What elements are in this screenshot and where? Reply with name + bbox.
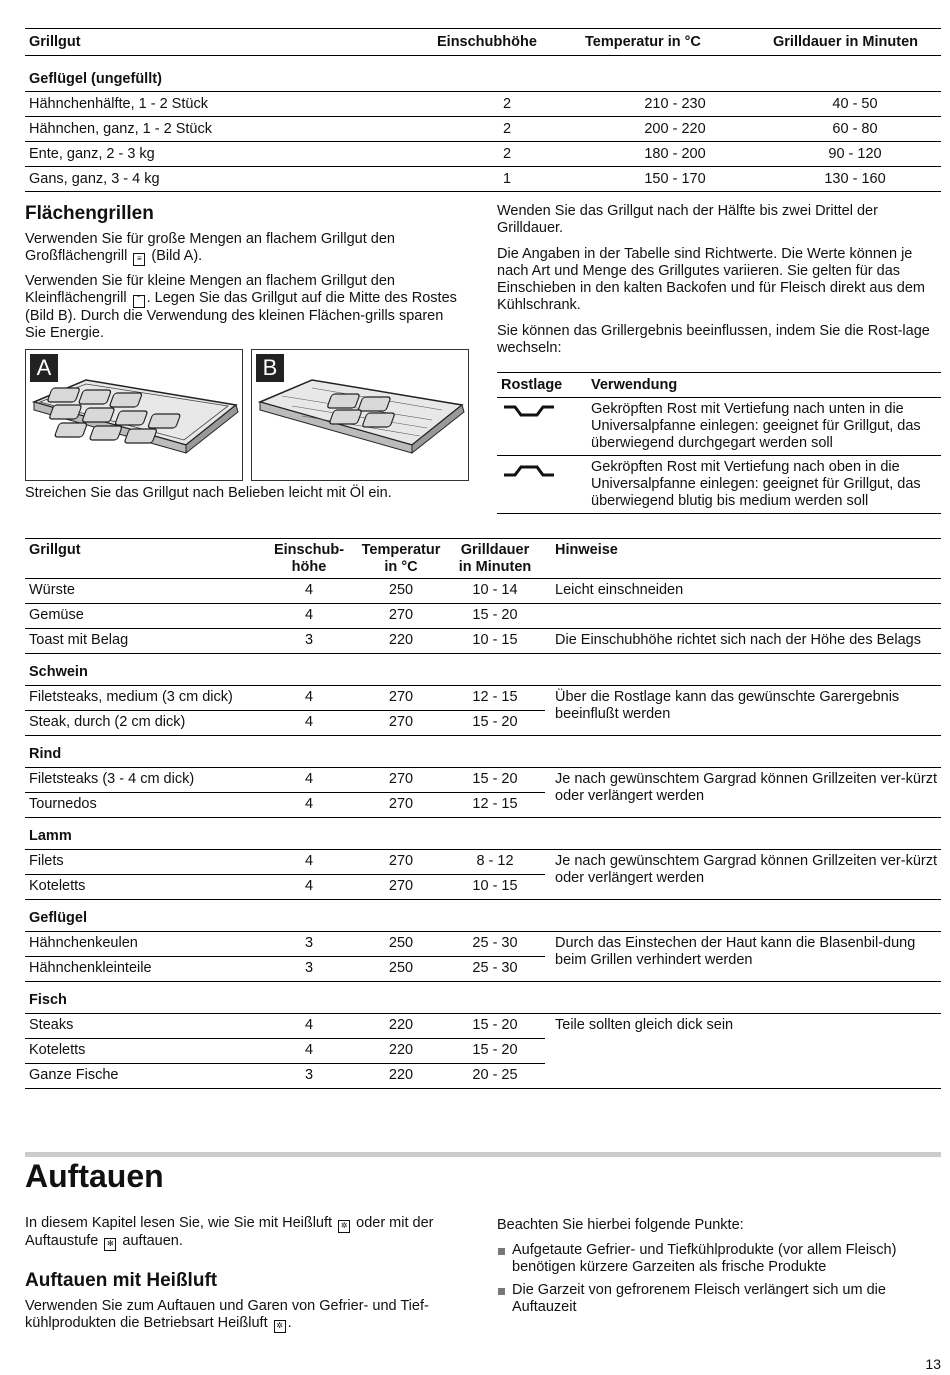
group-label: Fisch [25,982,941,1014]
group-row [25,654,941,686]
hint-cell: Je nach gewünschtem Gargrad können Grillzeiten ver-kürzt oder verlängert werden [545,768,941,818]
table-cell: 270 [357,875,445,900]
table-cell: 270 [357,604,445,629]
table-cell: 3 [261,957,357,982]
table-cell: 90 - 120 [769,142,941,167]
table-cell: 4 [261,579,357,604]
table-cell: Tournedos [25,793,261,818]
table-cell: 250 [357,932,445,957]
flaechengrillen-section [25,203,465,349]
table-cell: 270 [357,711,445,736]
col-header [357,539,445,579]
table-cell: 8 - 12 [445,850,545,875]
hot-air-icon: ✲ [274,1320,286,1333]
table-cell: 180 - 200 [581,142,769,167]
col-header: Grillgut [25,29,433,56]
table-cell: 1 [433,167,581,192]
table-cell: 210 - 230 [581,92,769,117]
page-number: 13 [925,1356,941,1372]
table-cell: 10 - 14 [445,579,545,604]
table-cell: 3 [261,629,357,654]
section-heading: Flächengrillen [25,203,154,224]
table-row [25,117,941,142]
group-label: Rind [25,736,941,768]
paragraph: Wenden Sie das Grillgut nach der Hälfte bis zwei Drittel der Grilldauer. [497,203,878,236]
table-cell: 250 [357,957,445,982]
table-cell: Würste [25,579,261,604]
table-row [25,167,941,192]
table-row [497,398,941,456]
figure-b [251,349,469,481]
table-cell: Gemüse [25,604,261,629]
grill-rack-center-illustration [252,350,468,480]
table-cell: 4 [261,768,357,793]
text: Einschub- [273,542,345,558]
table-cell: 60 - 80 [769,117,941,142]
group-row [25,900,941,932]
text: . [287,1315,292,1331]
table-cell: 4 [261,1014,357,1039]
text: höhe [291,559,327,575]
table-cell: 220 [357,1014,445,1039]
table-cell: Ganze Fische [25,1064,261,1089]
text: Verwenden Sie für kleine Mengen an flachem Grillgut den Kleinflächengrill [25,273,395,306]
table-cell: 4 [261,850,357,875]
table-cell: 220 [357,629,445,654]
table-cell: 4 [261,711,357,736]
table-row [25,768,941,793]
table-cell: 15 - 20 [445,604,545,629]
paragraph [25,231,465,266]
col-header: Grillgut [25,539,261,579]
table-cell: 20 - 25 [445,1064,545,1089]
table-cell: Ente, ganz, 2 - 3 kg [25,142,433,167]
paragraph [25,1215,465,1251]
figure-label: A [30,354,58,382]
table-row [25,850,941,875]
defrost-icon: ✻ [104,1238,116,1251]
table-row [25,1014,941,1039]
table-cell: 270 [357,850,445,875]
table-cell: 270 [357,686,445,711]
table-cell: 250 [357,579,445,604]
text: . Legen Sie das Grillgut auf die Mitte des Rostes (Bild B). Durch die Verwendung des kleinen Flächen-grills sparen Sie Energie. [25,290,457,341]
table-cell: 15 - 20 [445,1039,545,1064]
small-grill-icon: ‾ [133,295,145,308]
list-item: Die Garzeit von gefrorenem Fleisch verlängert sich um die Auftauzeit [497,1282,941,1316]
table-cell: Steak, durch (2 cm dick) [25,711,261,736]
table-cell: 15 - 20 [445,711,545,736]
group-label: Geflügel [25,900,941,932]
table-cell: Filets [25,850,261,875]
text: in °C [384,559,418,575]
rack-position-table [497,372,941,514]
table-cell: 270 [357,768,445,793]
table-cell: Gans, ganz, 3 - 4 kg [25,167,433,192]
hint-cell: Durch das Einstechen der Haut kann die Blasenbil-dung beim Grillen verhindert werden [545,932,941,982]
table-cell: 150 - 170 [581,167,769,192]
poultry-grill-table [25,28,941,192]
table-cell: 4 [261,793,357,818]
table-cell: 25 - 30 [445,957,545,982]
table-row [25,142,941,167]
figure-label: B [256,354,284,382]
col-header: Verwendung [587,373,941,398]
table-cell: Die Einschubhöhe richtet sich nach der Höhe des Belags [545,629,941,654]
paragraph [25,1298,465,1333]
table-cell: 15 - 20 [445,1014,545,1039]
chapter-divider [25,1152,941,1157]
text: Temperatur [361,542,441,558]
bullet-list [497,1242,941,1316]
group-row [25,818,941,850]
text: auftauen. [122,1233,183,1249]
paragraph: Beachten Sie hierbei folgende Punkte: [497,1217,744,1233]
table-row [25,92,941,117]
table-cell: 4 [261,875,357,900]
table-row [25,604,941,629]
text: oder mit der Auftaustufe [25,1215,434,1249]
table-cell: 40 - 50 [769,92,941,117]
text: (Bild A). [151,248,203,264]
table-cell: 12 - 15 [445,686,545,711]
table-cell: 4 [261,1039,357,1064]
table-cell: 2 [433,92,581,117]
large-grill-icon: ≡ [133,253,145,266]
table-row [25,629,941,654]
table-cell [545,604,941,629]
table-row [25,686,941,711]
table-cell: Hähnchenkeulen [25,932,261,957]
auftauen-section [25,1158,465,1333]
table-cell: 220 [357,1064,445,1089]
table-cell: Filetsteaks, medium (3 cm dick) [25,686,261,711]
table-cell: 10 - 15 [445,629,545,654]
table-cell: Hähnchenhälfte, 1 - 2 Stück [25,92,433,117]
table-cell: Toast mit Belag [25,629,261,654]
group-row [25,56,941,92]
table-cell: Hähnchenkleinteile [25,957,261,982]
text: Verwenden Sie für große Mengen an flachem Grillgut den Großflächengrill [25,231,395,264]
paragraph [25,273,465,342]
table-cell: 10 - 15 [445,875,545,900]
table-cell: Koteletts [25,875,261,900]
usage-text: Gekröpften Rost mit Vertiefung nach unten in die Universalpfanne einlegen: geeignet für Grillgut, das überwiegend durchgegart werden soll [587,398,941,456]
paragraph: Sie können das Grillergebnis beeinflussen, indem Sie die Rost-lage wechseln: [497,323,930,356]
table-cell: 4 [261,686,357,711]
table-cell: 130 - 160 [769,167,941,192]
text: Verwenden Sie zum Auftauen und Garen von Gefrier- und Tief-kühlprodukten die Betriebsart Heißluft [25,1298,429,1331]
table-row [25,579,941,604]
table-cell: 3 [261,1064,357,1089]
paragraph: Die Angaben in der Tabelle sind Richtwerte. Die Werte können je nach Art und Menge des Grillgutes variieren. Sie gelten für das Einschieben in den kalten Backofen und für Fleisch direkt aus dem Kühlschrank. [497,246,925,313]
table-cell: 15 - 20 [445,768,545,793]
hint-cell: Teile sollten gleich dick sein [545,1014,941,1089]
table-row [25,932,941,957]
auftauen-notes [497,1217,941,1322]
list-item: Aufgetaute Gefrier- und Tiefkühlprodukte (vor allem Fleisch) benötigen kürzere Garzeiten als frische Produkte [497,1242,941,1276]
col-header: Einschubhöhe [433,29,581,56]
chapter-title: Auftauen [25,1158,164,1194]
text: In diesem Kapitel lesen Sie, wie Sie mit Heißluft [25,1215,333,1231]
text: in Minuten [458,559,532,575]
section-heading: Auftauen mit Heißluft [25,1270,218,1291]
figure-caption: Streichen Sie das Grillgut nach Belieben leicht mit Öl ein. [25,485,392,501]
group-label: Geflügel (ungefüllt) [25,56,941,92]
table-cell: 4 [261,604,357,629]
table-cell: Hähnchen, ganz, 1 - 2 Stück [25,117,433,142]
grill-table [25,538,941,1089]
grill-rack-full-illustration [26,350,242,480]
table-cell: 200 - 220 [581,117,769,142]
group-row [25,736,941,768]
table-cell: 220 [357,1039,445,1064]
figure-a [25,349,243,481]
table-cell: 12 - 15 [445,793,545,818]
col-header: Hinweise [545,539,941,579]
hot-air-icon: ✲ [338,1220,350,1233]
table-cell: 270 [357,793,445,818]
table-cell: 2 [433,117,581,142]
col-header: Grilldauer in Minuten [769,29,941,56]
table-cell: 25 - 30 [445,932,545,957]
text: Grilldauer [460,542,530,558]
hint-cell: Je nach gewünschtem Gargrad können Grillzeiten ver-kürzt oder verlängert werden [545,850,941,900]
flaechengrillen-notes [497,203,941,364]
group-row [25,982,941,1014]
table-row [497,456,941,514]
usage-text: Gekröpften Rost mit Vertiefung nach oben in die Universalpfanne einlegen: geeignet für Grillgut, das überwiegend blutig bis medium werden soll [587,456,941,514]
group-label: Lamm [25,818,941,850]
table-cell: 2 [433,142,581,167]
table-cell: Filetsteaks (3 - 4 cm dick) [25,768,261,793]
table-cell: Leicht einschneiden [545,579,941,604]
table-cell: Koteletts [25,1039,261,1064]
table-cell: Steaks [25,1014,261,1039]
col-header: Rostlage [497,373,587,398]
table-cell: 3 [261,932,357,957]
hint-cell: Über die Rostlage kann das gewünschte Garergebnis beeinflußt werden [545,686,941,736]
col-header: Temperatur in °C [581,29,769,56]
rack-up-icon [497,456,587,514]
col-header [445,539,545,579]
rack-down-icon [497,398,587,456]
group-label: Schwein [25,654,941,686]
col-header [261,539,357,579]
